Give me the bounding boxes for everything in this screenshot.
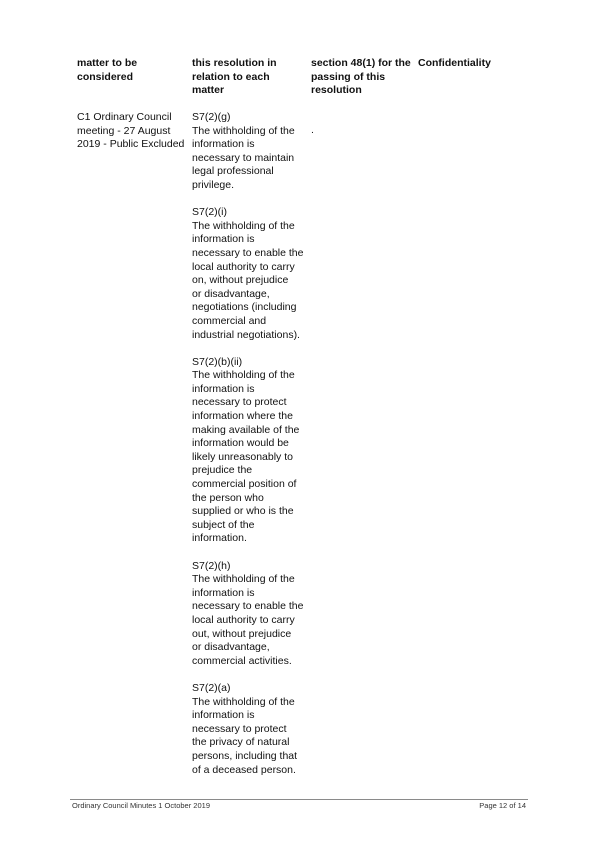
section-48-cell: .: [311, 124, 314, 136]
ground-block: [192, 560, 304, 669]
ground-text: The withholding of the information is necessary to enable the local authority to carry out, without prejudice or disadvantage, commercial activities.: [192, 573, 304, 667]
ground-section: S7(2)(a): [192, 681, 231, 694]
matter-cell: C1 Ordinary Council meeting - 27 August 2019 - Public Excluded: [77, 111, 185, 151]
header-matter: matter to be considered: [77, 57, 138, 83]
ground-section: S7(2)(i): [192, 206, 228, 219]
ground-section: S7(2)(g): [192, 111, 231, 123]
ground-text: The withholding of the information is necessary to maintain legal professional privilege.: [192, 124, 295, 191]
ground-text: The withholding of the information is necessary to enable the local authority to carry on, without prejudice or disadvantage, negotiations (including commercial and industrial negotiations).: [192, 219, 304, 341]
ground-section: S7(2)(h): [192, 559, 231, 572]
header-section-48: section 48(1) for the passing of this resolution: [311, 57, 411, 96]
ground-block: [192, 111, 304, 193]
footer-divider: [70, 799, 528, 800]
ground-text: The withholding of the information is necessary to protect the privacy of natural persons, including that of a deceased person.: [192, 695, 298, 776]
ground-text: The withholding of the information is necessary to protect information where the making available of the information would be likely unreasonably to prejudice the commercial position of the person who supplied or who is the subject of the information.: [192, 369, 300, 545]
ground-block: [192, 682, 304, 777]
header-confidentiality: Confidentiality: [418, 57, 491, 69]
footer-document-title: Ordinary Council Minutes 1 October 2019: [72, 801, 210, 810]
grounds-cell: [192, 111, 304, 791]
footer-page-number: Page 12 of 14: [479, 801, 526, 810]
ground-block: [192, 356, 304, 546]
ground-block: [192, 206, 304, 342]
header-resolution: this resolution in relation to each matter: [192, 57, 277, 96]
ground-section: S7(2)(b)(ii): [192, 355, 243, 368]
